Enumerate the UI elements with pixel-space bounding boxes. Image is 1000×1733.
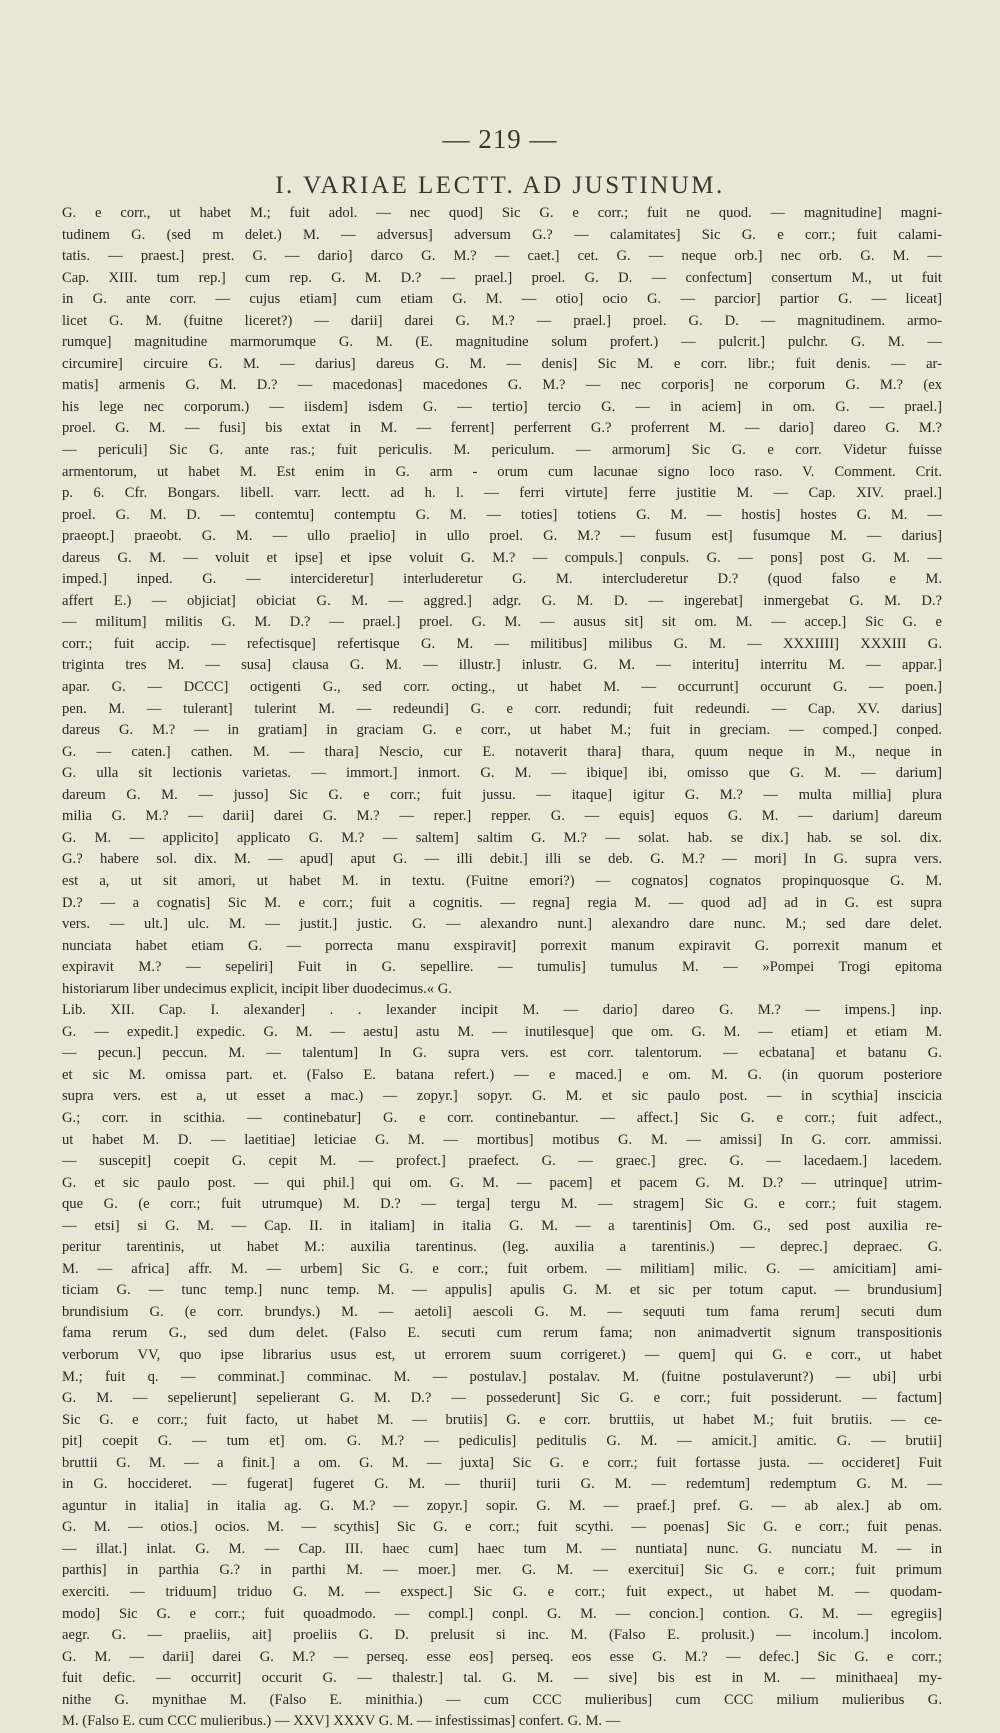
text-line: expiravit M.? — sepeliri] Fuit in G. sepellire. — tumulis] tumulus M. — »Pompei Trogi epitoma xyxy=(62,959,942,976)
text-line: aegr. G. — praeliis, ait] proeliis G. D. prelusit si inc. M. (Falso E. prolusit.) — incolum.] incolom. xyxy=(62,1627,942,1644)
text-line: exerciti. — triduum] triduo G. M. — exspect.] Sic G. e corr.; fuit expect., ut habet M. — quodam- xyxy=(62,1584,942,1600)
text-line: proel. G. M. D. — contemtu] contemptu G. M. — toties] totiens G. M. — hostis] hostes G. M. — xyxy=(62,506,942,523)
text-line: peritur tarentinis, ut habet M.: auxilia tarentinus. (leg. auxilia a tarentinis.) — deprec.] depraec. G. xyxy=(62,1239,942,1256)
text-line: G. — expedit.] expedic. G. M. — aestu] astu M. — inutilesque] que om. G. M. — etiam] et etiam M. xyxy=(62,1023,942,1040)
text-line: pen. M. — tulerant] tulerint M. — redeundi] G. e corr. redundi; fuit redeundi. — Cap. XV. darius] xyxy=(62,700,942,717)
text-line: G. et sic paulo post. — qui phil.] qui om. G. M. — pacem] et pacem G. M. D.? — utrinque] utrim- xyxy=(62,1174,942,1191)
text-line: bruttii G. M. — a finit.] a om. G. M. — juxta] Sic G. e corr.; fuit fortasse justa. — occideret] Fuit xyxy=(62,1454,942,1471)
text-line: ticiam G. — tunc temp.] nunc temp. M. — appulis] apulis G. M. et sic per totum caput. — brundusium] xyxy=(62,1282,942,1299)
text-line: proel. G. M. — fusi] bis extat in M. — ferrent] perferrent G.? proferrent M. — dario] dareo G. M.? xyxy=(62,420,942,437)
text-line: — etsi] si G. M. — Cap. II. in italiam] in italia G. M. — a tarentinis] Om. G., sed post auxilia re- xyxy=(62,1217,942,1234)
text-line: fuit defic. — occurrit] occurit G. — thalestr.] tal. G. M. — sive] bis est in M. — minithaea] my- xyxy=(62,1670,942,1687)
text-line: G. M. — sepelierunt] sepelierant G. M. D.? — possederunt] Sic G. e corr.; fuit possiderunt. — factum] xyxy=(62,1390,942,1407)
text-line: dareus G. M. — voluit et ipse] et ipse voluit G. M.? — compuls.] conpuls. G. — pons] post G. M. — xyxy=(62,549,942,566)
text-line: G.; corr. in scithia. — continebatur] G. e corr. continebantur. — affect.] Sic G. e corr.; fuit adfect., xyxy=(62,1109,942,1126)
text-line: his lege nec corporum.) — iisdem] isdem G. — tertio] tercio G. — in aciem] in om. G. — prael.] xyxy=(62,398,942,415)
text-line: Cap. XIII. tum rep.] cum rep. G. M. D.? — prael.] proel. G. D. — confectum] consertum M., ut fuit xyxy=(62,269,942,286)
text-line: supra vers. est a, ut esset a mac.) — zopyr.] sopyr. G. M. et sic paulo post. — in scythia] inscicia xyxy=(62,1088,942,1105)
text-line: G.? habere sol. dix. M. — apud] aput G. — illi debit.] illi se deb. G. M.? — mori] In G. supra vers. xyxy=(62,851,942,868)
text-line: parthis] in parthia G.? in parthi M. — moer.] mer. G. M. — exercitui] Sic G. e corr.; fuit primum xyxy=(62,1562,942,1579)
text-line: — pecun.] peccun. M. — talentum] In G. supra vers. est corr. talentorum. — ecbatana] et batanu G. xyxy=(62,1045,942,1062)
text-line: — suscepit] coepit G. cepit M. — profect.] praefect. G. — graec.] grec. G. — lacedaem.] lacedem. xyxy=(62,1153,942,1170)
text-line: affert E.) — objiciat] obiciat G. M. — aggred.] adgr. G. M. D. — ingerebat] inmergebat G. M. D.? xyxy=(62,592,942,609)
text-line: triginta tres M. — susa] clausa G. M. — illustr.] inlustr. G. M. — interitu] interritu M. — appar.] xyxy=(62,657,942,674)
page-number: — 219 — xyxy=(442,124,558,154)
text-line: — illat.] inlat. G. M. — Cap. III. haec cum] haec tum M. — nuntiata] nunc. G. nunciatu M. — in xyxy=(62,1540,942,1557)
text-line: aguntur in italia] in italia ag. G. M.? — zopyr.] sopir. G. M. — praef.] pref. G. — ab alex.] ab om. xyxy=(62,1497,942,1514)
text-line: milia G. M.? — darii] darei G. M.? — reper.] repper. G. — equis] equos G. M. — darium] dareum xyxy=(62,808,942,825)
text-line: praeopt.] praeobt. G. M. — ullo praelio] in ullo proel. G. M.? — fusum est] fusumque M. — darius] xyxy=(62,528,942,545)
critical-apparatus-text xyxy=(62,203,942,1733)
text-line: — militum] militis G. M. D.? — prael.] proel. G. M. — ausus sit] sit om. M. — accep.] Sic G. e xyxy=(62,614,942,631)
text-line: Lib. XII. Cap. I. alexander] . . lexander incipit M. — dario] dareo G. M.? — impens.] inp. xyxy=(62,1002,942,1019)
text-line: et sic M. omissa part. et. (Falso E. batana refert.) — e maced.] e om. M. G. (in quorum posteriore xyxy=(62,1066,942,1083)
text-line: M.; fuit q. — comminat.] comminac. M. — postulav.] postalav. M. (fuitne postulaverunt?) — ubi] urbi xyxy=(62,1368,942,1385)
text-line: p. 6. Cfr. Bongars. libell. varr. lectt. ad h. l. — ferri virtute] ferre justitie M. — Cap. XIV. prael.] xyxy=(62,485,942,502)
text-line: dareus G. M.? — in gratiam] in graciam G. e corr., ut habet M.; fuit in greciam. — comped.] conped. xyxy=(62,722,942,739)
text-line: nithe G. mynithae M. (Falso E. minithia.) — cum CCC mulieribus] cum CCC milium mulieribus G. xyxy=(62,1691,942,1708)
text-line: pit] coepit G. — tum et] om. G. M.? — pediculis] peditulis G. M. — amicit.] amitic. G. — brutii] xyxy=(62,1433,942,1450)
text-line: imped.] inped. G. — intercideretur] interluderetur G. M. intercluderetur D.? (quod falso e M. xyxy=(62,571,942,588)
text-line: G. M. — otios.] ocios. M. — scythis] Sic G. e corr.; fuit scythi. — poenas] Sic G. e corr.; fuit penas. xyxy=(62,1519,942,1536)
text-line: armentorum, ut habet M. Est enim in G. arm - orum cum lacunae signo loco raso. V. Comment. Crit. xyxy=(62,463,942,480)
text-line: historiarum liber undecimus explicit, incipit liber duodecimus.« G. xyxy=(62,980,452,997)
text-line: D.? — a cognatis] Sic M. e corr.; fuit a cognitis. — regna] regia M. — quod ad] ad in G. est supra xyxy=(62,894,942,911)
text-line: nunciata habet etiam G. — porrecta manu exspiravit] porrexit manum expiravit G. porrexit manum et xyxy=(62,937,942,954)
text-line: Sic G. e corr.; fuit facto, ut habet M. — brutiis] G. e corr. bruttiis, ut habet M.; fuit brutiis. — ce- xyxy=(62,1411,942,1428)
text-line: est a, ut sit amori, ut habet M. in textu. (Fuitne emori?) — cognatos] cognatos propinquosque G. M. xyxy=(62,872,942,889)
text-line: ut habet M. D. — laetitiae] leticiae G. M. — mortibus] motibus G. M. — amissi] In G. corr. ammissi. xyxy=(62,1131,942,1148)
text-line: verborum VV, quo ipse librarius usus est, ut errorem suum corrigeret.) — quem] qui G. e corr., ut habet xyxy=(62,1346,942,1363)
text-line: corr.; fuit accip. — refectisque] refertisque G. M. — militibus] milibus G. M. — XXXIIII] XXXIII G. xyxy=(62,635,942,652)
text-line: G. M. — applicito] applicato G. M.? — saltem] saltim G. M.? — solat. hab. se dix.] hab. se sol. dix. xyxy=(62,829,942,846)
text-line: fama rerum G., sed dum delet. (Falso E. secuti cum rerum fama; non animadvertit signum transpositionis xyxy=(62,1325,942,1342)
text-line: M. — africa] affr. M. — urbem] Sic G. e corr.; fuit orbem. — militiam] milic. G. — amicitiam] ami- xyxy=(62,1260,942,1277)
text-line: G. — caten.] cathen. M. — thara] Nescio, cur E. notaverit thara] thara, quum neque in M., neque in xyxy=(62,743,942,760)
text-line: — periculi] Sic G. ante ras.; fuit periculis. M. periculum. — armorum] Sic G. e corr. Videtur fuisse xyxy=(62,442,942,459)
text-line: brundisium G. (e corr. brundys.) M. — aetoli] aescoli G. M. — sequuti tum fama rerum] secuti dum xyxy=(62,1303,942,1320)
text-line: in G. hoccideret. — fugerat] fugeret G. M. — thurii] turii G. M. — redemtum] redemptum G. M. — xyxy=(62,1476,942,1493)
text-line: apar. G. — DCCC] octigenti G., sed corr. octing., ut habet M. — occurrunt] occurunt G. — poen.] xyxy=(62,679,942,696)
text-line: vers. — ult.] ulc. M. — justit.] justic. G. — alexandro nunt.] alexandro dare nunc. M.; sed dare delet. xyxy=(62,916,942,933)
text-line: dareum G. M. — jusso] Sic G. e corr.; fuit jussu. — itaque] igitur G. M.? — multa millia] plura xyxy=(62,786,942,803)
text-line: in G. ante corr. — cujus etiam] cum etiam G. M. — otio] ocio G. — parcior] partior G. — liceat] xyxy=(62,291,942,308)
text-line: G. M. — darii] darei G. M.? — perseq. esse eos] perseq. eos esse G. M.? — defec.] Sic G. e corr.; xyxy=(62,1648,942,1665)
text-line: rumque] magnitudine marmorumque G. M. (E. magnitudine solum profert.) — pulcrit.] pulchr. G. M. — xyxy=(62,334,942,351)
text-line: tatis. — praest.] prest. G. — dario] darco G. M.? — caet.] cet. G. — neque orb.] nec orb. G. M. — xyxy=(62,248,942,265)
text-line: tudinem G. (sed m delet.) M. — adversus] adversum G.? — calamitates] Sic G. e corr.; fuit calami- xyxy=(62,226,942,243)
text-line: que G. (e corr.; fuit utrumque) M. D.? — terga] tergu M. — stragem] Sic G. e corr.; fuit stagem. xyxy=(62,1196,942,1213)
running-head: I. VARIAE LECTT. AD JUSTINUM. xyxy=(275,172,725,199)
text-line: matis] armenis G. M. D.? — macedonas] macedones G. M.? — nec corporis] ne corporum G. M.? (ex xyxy=(62,377,942,394)
text-line: M. (Falso E. cum CCC mulieribus.) — XXV] XXXV G. M. — infestissimas] confert. G. M. — xyxy=(62,1713,621,1730)
text-line: G. e corr., ut habet M.; fuit adol. — nec quod] Sic G. e corr.; fuit ne quod. — magnitudine] magni- xyxy=(62,205,942,221)
text-line: modo] Sic G. e corr.; fuit quoadmodo. — compl.] conpl. G. M. — concion.] contion. G. M. — egregiis] xyxy=(62,1605,942,1622)
text-line: licet G. M. (fuitne liceret?) — darii] darei G. M.? — prael.] proel. G. D. — magnitudinem. armo- xyxy=(62,312,942,329)
text-line: G. ulla sit lectionis varietas. — immort.] inmort. G. M. — ibique] ibi, omisso que G. M. — darium] xyxy=(62,765,942,782)
text-line: circumire] circuire G. M. — darius] dareus G. M. — denis] Sic M. e corr. libr.; fuit denis. — ar- xyxy=(62,355,942,372)
